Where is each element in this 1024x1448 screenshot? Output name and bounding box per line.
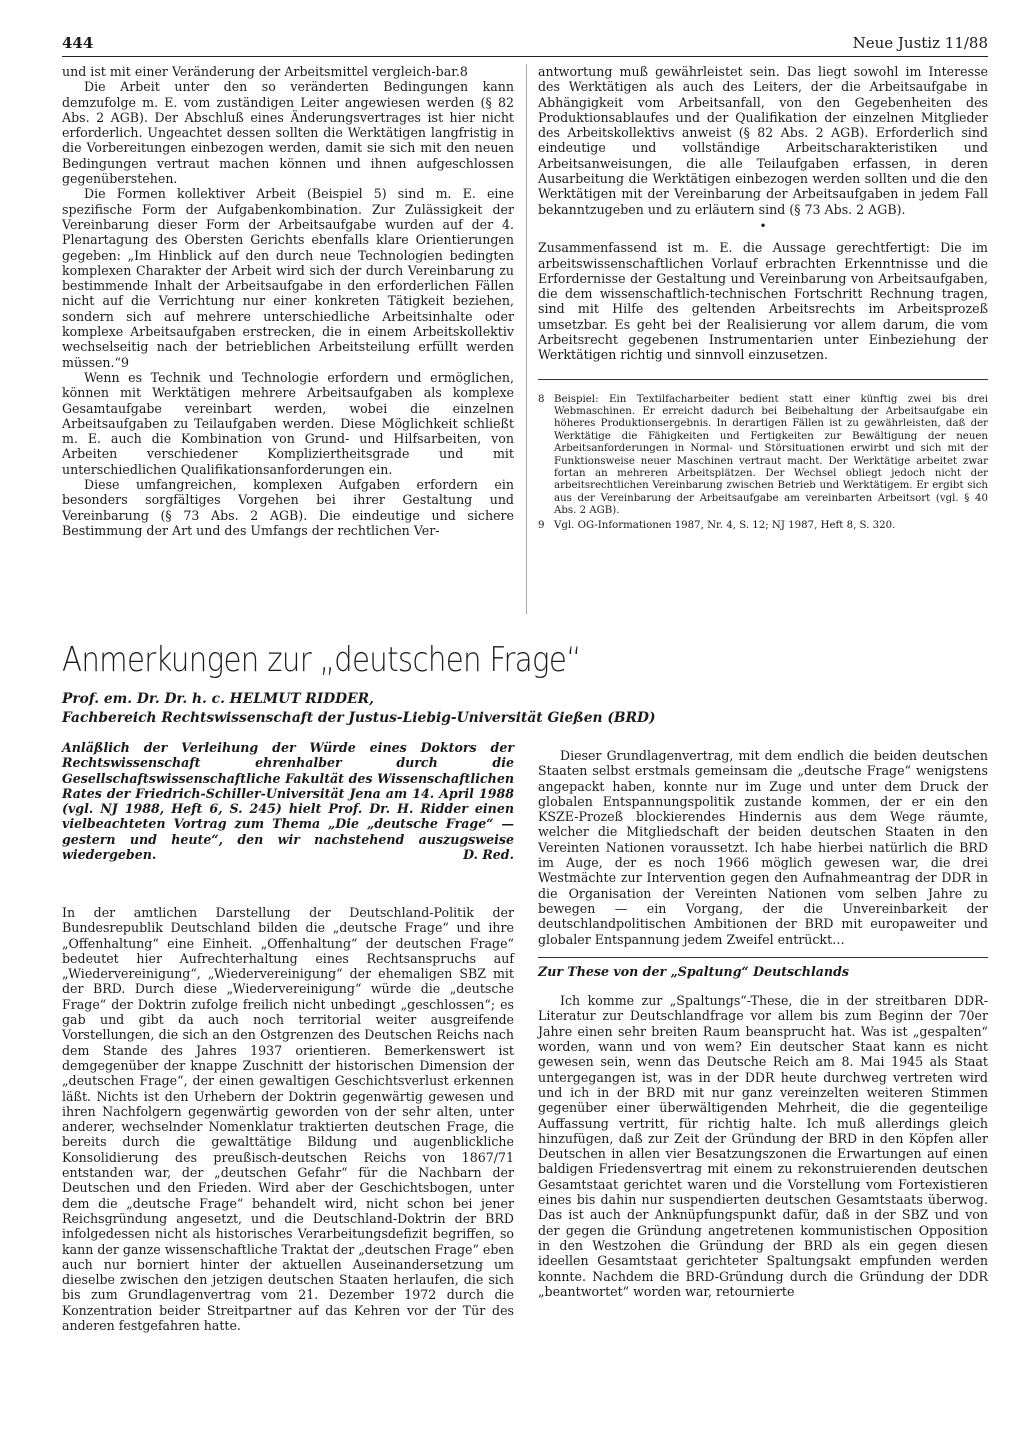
paragraph: antwortung muß gewährleistet sein. Das liegt sowohl im Interesse des Werktätigen als auch des Leiters, der die Arbeitsaufgabe in Abhängigkeit vom Arbeitsanfall, von den Gegebenheiten des Produktionsablaufes und der Qualifikation der einzelnen Mitglieder des Arbeitskollektivs anweist (§ 82 Abs. 2 AGB). Erforderlich sind eindeutige und vollständige Arbeitscharakteristiken und Arbeitsanweisungen, die alle Teilaufgaben erfassen, in deren Ausarbeitung die Werktätigen einbezogen werden sollten und die den Werktätigen mit der Vereinbarung der Arbeitsaufgaben in jedem Fall bekanntzugeben und zu erläutern sind (§ 73 Abs. 2 AGB). <box>538 64 988 217</box>
footnote-number: 8 <box>538 393 545 405</box>
footnote-text: Beispiel: Ein Textilfacharbeiter bedient statt einer künftig zwei bis drei Webmaschinen. Er erreicht dadurch bei Beibehaltung der Arbeitsaufgabe ein höheres Produktionsergebnis. In derartigen Fällen ist zu gewährleisten, daß der Werktätige die Fähigkeiten und Fertigkeiten zur Bewältigung der neuen Arbeitsanforderungen in Normal- und Störsituationen erwirbt und sich mit der Funktionsweise neuer Maschinen vertraut macht. Der Werktätige arbeitet zwar fortan an mehreren Arbeitsplätzen. Der Wechsel obliegt jedoch nicht der arbeitsrechtlichen Vereinbarung zwischen Betrieb und Werktätigem. Er ergibt sich aus der Vereinbarung der Arbeitsaufgabe am vereinbarten Arbeitsort (vgl. § 40 Abs. 2 AGB). <box>554 393 988 517</box>
paragraph: Dieser Grundlagenvertrag, mit dem endlich die beiden deutschen Staaten selbst erstmals gemeinsam die „deutsche Frage“ wenigstens angepackt haben, konnte nur im Zuge und unter dem Druck der globalen Entspannungspolitik zustande kommen, der er ein den KSZE-Prozeß blockierendes Hindernis aus dem Wege räumte, welcher die Mitgliedschaft der beiden deutschen Staaten in den Vereinten Nationen voraussetzt. Ich habe hierbei natürlich die BRD im Auge, der es noch 1966 möglich gewesen war, die drei Westmächte zur Intervention gegen den Aufnahmeantrag der DDR in die Organisation der Vereinten Nationen vom selben Jahre zu bewegen — ein Vorgang, der die Unvereinbarkeit der deutschlandpolitischen Ambitionen der BRD mit europaweiter und globaler Entspannung jedem Zweifel entrückt… <box>538 748 988 947</box>
paragraph: Die Arbeit unter den so veränderten Bedingungen kann demzufolge m. E. vom zuständigen Leiter angewiesen werden (§ 82 Abs. 2 AGB). Der Abschluß eines Änderungsvertrages ist hier nicht erforderlich. Ungeachtet dessen sollten die Werktätigen langfristig in die Vorbereitungen einbezogen werden, damit sie sich mit den neuen Bedingungen vertraut machen können und ihnen aufgeschlossen gegenüberstehen. <box>62 79 514 187</box>
editor-signature: D. Red. <box>463 847 514 863</box>
column-1 <box>62 64 514 538</box>
column-3 <box>62 905 514 1333</box>
paragraph: Ich komme zur „Spaltungs“-These, die in der streitbaren DDR-Literatur zur Deutschlandfrage vor allem bis zum Beginn der 70er Jahre einen sehr breiten Raum beansprucht hat. Was ist „gespalten“ worden, wann und von wem? Ein deutscher Staat kann es nicht gewesen sein, wenn das Deutsche Reich am 8. Mai 1945 als Staat untergegangen ist, was in der DDR heute durchweg vertreten wird und ich in der BRD mit nur ganz vereinzelten weiteren Stimmen gegenüber einer überwältigenden Mehrheit, die die gegenteilige Auffassung vertritt, für richtig halte. Ich muß allerdings gleich hinzufügen, daß zur Zeit der Gründung der BRD in den Köpfen aller Deutschen in allen vier Besatzungszonen die Erwartungen auf einen baldigen Friedensvertrag mit einem zu rekonstruierenden deutschen Gesamtstaat gerichtet waren und die Vorstellung vom Fortexistieren eines bis dahin nur suspendierten deutschen Gesamtstaats überwog. Das ist auch der Anknüpfungspunkt dafür, daß in der SBZ und von der gegen die Gründung angetretenen kommunistischen Opposition in den Westzohen die Gründung der BRD als ein gegen diesen ideellen Gesamtstaat gerichteter Spaltungsakt empfunden werden konnte. Nachdem die BRD-Gründung durch die Gründung der DDR „beantwortet“ worden war, retournierte <box>538 993 988 1299</box>
editorial-intro <box>62 740 514 863</box>
column-divider <box>526 64 527 614</box>
column-4 <box>538 748 988 1299</box>
footnote-8 <box>538 394 988 518</box>
intro-text: Anläßlich der Verleihung der Würde eines Doktors der Rechtswissenschaft ehrenhalber durch die Gesellschaftswissenschaftliche Fakultät des Wissenschaftlichen Rates der Friedrich-Schiller-Universität Jena am 14. April 1988 (vgl. NJ 1988, Heft 6, S. 245) hielt Prof. Dr. H. Ridder einen vielbeachteten Vortrag zum Thema „Die „deutsche Frage“ — gestern und heute“, den wir nachstehend auszugsweise wiedergeben. <box>62 740 514 863</box>
column-2 <box>538 64 988 534</box>
paragraph: Die Formen kollektiver Arbeit (Beispiel 5) sind m. E. eine spezifische Form der Aufgabenkombination. Zur Zulässigkeit der Vereinbarung dieser Form der Arbeitsaufgabe wurden auf der 4. Plenartagung des Obersten Gerichts ebenfalls klare Orientierungen gegeben: „Im Hinblick auf den durch neue Technologien bedingten komplexen Charakter der Arbeit wird sich der durch Vereinbarung zu bestimmende Inhalt der Arbeitsaufgabe in den erforderlichen Fällen nicht auf die Verrichtung nur einer konkreten Tätigkeit beziehen, sondern sich auf mehrere unterschiedliche Arbeitsinhalte oder komplexe Arbeitsaufgaben erstrecken, die in einem Arbeitskollektiv wechselseitig nach der betrieblichen Arbeitsteilung erfüllt werden müssen.“9 <box>62 186 514 370</box>
paragraph: Zusammenfassend ist m. E. die Aussage gerechtfertigt: Die im arbeitswissenschaftlichen Vorlauf erbrachten Erkenntnisse und die Erfordernisse der Gestaltung und Vereinbarung von Arbeitsaufgaben, die dem wissenschaftlich-technischen Fortschritt Rechnung tragen, sind mit Hilfe des geltenden Arbeitsrechts im Arbeitsprozeß umsetzbar. Es geht bei der Realisierung vor allem darum, die vom Arbeitsrecht gegebenen Instrumentarien unter Einbeziehung der Werktätigen richtig und sinnvoll einzusetzen. <box>538 240 988 363</box>
paragraph: und ist mit einer Veränderung der Arbeitsmittel vergleich-bar.8 <box>62 64 468 79</box>
author-affiliation: Fachbereich Rechtswissenschaft der Justus-Liebig-Universität Gießen (BRD) <box>62 710 656 726</box>
paragraph: Diese umfangreichen, komplexen Aufgaben erfordern ein besonders sorgfältiges Vorgehen bei ihrer Gestaltung und Vereinbarung (§ 73 Abs. 2 AGB). Die eindeutige und sichere Bestimmung der Art und des Umfangs der rechtlichen Ver- <box>62 477 514 538</box>
article-title: Anmerkungen zur „deutschen Frage“ <box>62 640 581 680</box>
paragraph: Wenn es Technik und Technologie erfordern und ermöglichen, können mit Werktätigen mehrere Arbeitsaufgaben als komplexe Gesamtaufgabe vereinbart werden, wobei die einzelnen Arbeitsaufgaben zu Teilaufgaben werden. Diese Möglichkeit schließt m. E. auch die Kombination von Grund- und Hilfsarbeiten, von Arbeiten verschiedener Kompliziertheitsgrade und mit unterschiedlichen Qualifikationsanforderungen ein. <box>62 369 514 477</box>
footnote-text: Vgl. OG-Informationen 1987, Nr. 4, S. 12; NJ 1987, Heft 8, S. 320. <box>554 519 896 531</box>
footnote-rule <box>538 379 988 380</box>
footnote-number: 9 <box>538 519 545 531</box>
page-header <box>62 34 988 57</box>
journal-title: Neue Justiz 11/88 <box>852 34 988 52</box>
section-separator: • <box>759 218 767 233</box>
author-name: Prof. em. Dr. Dr. h. c. HELMUT RIDDER, <box>62 691 374 707</box>
author-block <box>62 690 988 728</box>
section-subheading: Zur These von der „Spaltung“ Deutschlands <box>538 957 988 979</box>
footnote-9 <box>538 520 988 532</box>
page-number: 444 <box>62 34 94 52</box>
paragraph: In der amtlichen Darstellung der Deutschland-Politik der Bundesrepublik Deutschland bilden die „deutsche Frage“ und ihre „Offenhaltung“ eine Einheit. „Offenhaltung“ der deutschen Frage“ bedeutet hier Aufrechterhaltung eines Rechtsanspruchs auf „Wiedervereinigung“, „Wiedervereinigung“ der ehemaligen SBZ mit der BRD. Durch diese „Wiedervereinigung“ würde die „deutsche Frage“ der Doktrin zufolge freilich nicht unbedingt „geschlossen“; es gab und gibt da auch noch territorial weiter ausgreifende Vorstellungen, die sich an den Ostgrenzen des Deutschen Reichs nach dem Stande des Jahres 1937 orientieren. Bemerkenswert ist demgegenüber der knappe Zuschnitt der historischen Dimension der „deutschen Frage“, der einen gewaltigen Geschichtsverlust erkennen läßt. Nichts ist den Urhebern der Doktrin gegenwärtig gewesen und ihren Nachfolgern gegenwärtig geworden von der sehr alten, unter anderer, wechselnder Nomenklatur traktierten deutschen Frage, die bereits durch die gewalttätige Bildung und augenblickliche Konsolidierung des preußisch-deutschen Reichs von 1867/71 entstanden war, der „deutschen Gefahr“ für die Nachbarn der Deutschen und den Frieden. Wird aber der Geschichtsbogen, unter dem die „deutsche Frage“ behandelt wird, nicht schon bei jener Reichsgründung angesetzt, und die Deutschland-Doktrin der BRD infolgedessen nicht als historisches Verarbeitungsdefizit begriffen, so kann der ganze wissenschaftliche Traktat der „deutschen Frage“ eben auch nur borniert hinter der aktuellen Auseinandersetzung um dieselbe zwischen den jetzigen deutschen Staaten herlaufen, die sich bis zum Grundlagenvertrag vom 21. Dezember 1972 durch die Konzentration beider Streitpartner auf das Kehren vor der Tür des anderen festgefahren hatte. <box>62 905 514 1334</box>
